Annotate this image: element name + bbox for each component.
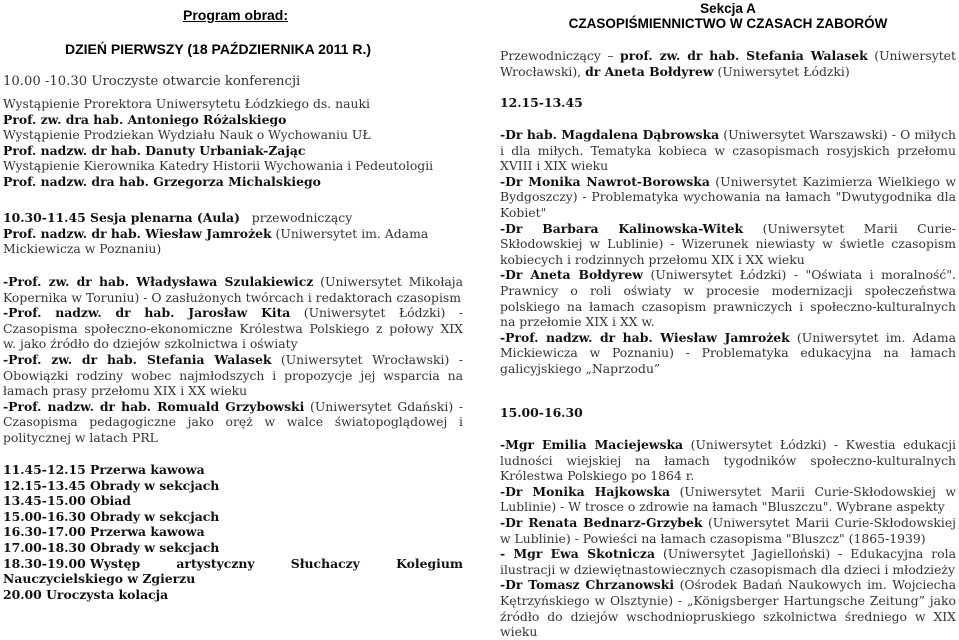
talk-item: -Prof. nadzw. dr hab. Wiesław Jamrożek (Uniwersytet im. Adama Mickiewicza w Poznaniu) - Problematyka edukacyjna na łamach galicyjskiego „Naprzodu” xyxy=(500,329,956,376)
speech2-name: Prof. nadzw. dr hab. Danuty Urbaniak-Zając xyxy=(3,142,306,158)
performance-line: 18.30-19.00 Występ artystyczny Słuchaczy Kolegium xyxy=(3,555,463,571)
talks-group-1 xyxy=(500,127,956,377)
right-column xyxy=(500,0,957,640)
plenary-talk-2: -Prof. nadzw. dr hab. Jarosław Kita (Uniwersytet Łódzki) - Czasopisma społeczno-ekonomiczne Królestwa Polskiego z połowy XIX w. jako źródło do dziejów szkolnictwa i oświaty xyxy=(3,305,463,352)
talk-item: -Dr Aneta Bołdyrew (Uniwersytet Łódzki) - "Oświata i moralność". Prawnicy o roli oświaty w procesie modernizacji społeczeństwa polskiego na łamach czasopism prawniczych i społeczno-kulturalnych na przełomie XIX i XX w. xyxy=(500,267,956,330)
program-title: Program obrad: xyxy=(183,7,289,23)
talks-group-2 xyxy=(500,437,956,640)
talk-item: -Dr Monika Nawrot-Borowska (Uniwersytet Kazimierza Wielkiego w Bydgoszczy) - Problematyka wychowania na łamach "Dwutygodnika dla Kobiet" xyxy=(500,173,956,220)
time-slot-1: 12.15-13.45 xyxy=(500,95,583,110)
chair-block xyxy=(500,48,956,79)
schedule-item: 13.45-15.00 Obiad xyxy=(3,493,131,509)
plenary-line: 10.30-11.45 Sesja plenarna (Aula) przewodniczący xyxy=(3,210,353,225)
performance-line-2: Nauczycielskiego w Zgierzu xyxy=(3,571,196,587)
talk-item: -Mgr Emilia Maciejewska (Uniwersytet Łódzki) - Kwestia edukacji ludności wiejskiej na łamach tygodników społeczno-kulturalnych Królestwa Polskiego po 1864 r. xyxy=(500,437,956,484)
plenary-block xyxy=(3,210,463,257)
schedule-block xyxy=(3,462,463,602)
dinner-item: 20.00 Uroczysta kolacja xyxy=(3,586,169,602)
talk-item: -Dr Renata Bednarz-Grzybek (Uniwersytet Marii Curie-Skłodowskiej w Lublinie) - Powieści na łamach czasopisma "Bluszcz" (1865-1939) xyxy=(500,514,957,546)
day-title: DZIEŃ PIERWSZY (18 PAŹDZIERNIKA 2011 R.) xyxy=(65,41,371,57)
speeches-block xyxy=(3,96,463,190)
talk-item: -Dr Barbara Kalinowska-Witek (Uniwersytet Marii Curie-Skłodowskiej w Lublinie) - Wizerunek niewiasty w świetle czasopism kobiecych i rodzinnych przełomu XIX i XX wieku xyxy=(500,220,956,267)
plenary-talks xyxy=(3,274,463,446)
talk-item: - Mgr Ewa Skotnicza (Uniwersytet Jagielloński) - Edukacyjna rola ilustracji w dziewiętnastowiecznych czasopismach dla dzieci i młodzieży xyxy=(500,546,956,577)
talk-item: -Dr Tomasz Chrzanowski (Ośrodek Badań Naukowych im. Wojciecha Kętrzyńskiego w Olsztynie) - „Königsberger Hartungsche Zeitung” jako źródło do dziejów wschodniopruskiego szkolnictwa średniego w XIX wieku xyxy=(500,577,956,640)
section-title: Sekcja A xyxy=(700,1,756,16)
speech3-text: Wystąpienie Kierownika Katedry Historii Wychowania i Pedeutologii xyxy=(3,158,434,174)
speech3-name: Prof. nadzw. dra hab. Grzegorza Michalskiego xyxy=(3,173,321,189)
time-slot-2: 15.00-16.30 xyxy=(500,405,583,420)
chair-line: Przewodniczący – prof. zw. dr hab. Stefania Walasek (Uniwersytet Wrocławski), dr Aneta Bołdyrew (Uniwersytet Łódzki) xyxy=(500,48,956,79)
schedule-item: 12.15-13.45 Obrady w sekcjach xyxy=(3,477,220,493)
opening-block xyxy=(3,74,463,90)
plenary-talk-1: -Prof. zw. dr hab. Władysława Szulakiewicz (Uniwersytet Mikołaja Kopernika w Toruniu) - O zasłużonych twórcach i redaktorach czasopism xyxy=(3,274,463,305)
talk-item: -Dr Monika Hajkowska (Uniwersytet Marii Curie-Skłodowskiej w Lublinie) - W trosce o zdrowie na łamach "Bluszczu". Wybrane aspekty xyxy=(500,483,956,515)
schedule-item: 11.45-12.15 Przerwa kawowa xyxy=(3,462,205,477)
speech1-text: Wystąpienie Prorektora Uniwersytetu Łódzkiego ds. nauki xyxy=(3,96,370,111)
schedule-item: 15.00-16.30 Obrady w sekcjach xyxy=(3,508,220,524)
speech1-name: Prof. zw. dra hab. Antoniego Różalskiego xyxy=(3,111,287,127)
opening-text: 10.00 -10.30 Uroczyste otwarcie konferencji xyxy=(3,74,301,89)
section-subtitle: CZASOPIŚMIENNICTWO W CZASACH ZABORÓW xyxy=(568,16,888,31)
plenary-talk-3: -Prof. zw. dr hab. Stefania Walasek (Uniwersytet Wrocławski) - Obowiązki rodziny wobec najmłodszych i propozycje jej wsparcia na łamach prasy przełomu XIX i XX wieku xyxy=(3,351,463,399)
plenary-talk-4: -Prof. nadzw. dr hab. Romuald Grzybowski (Uniwersytet Gdański) - Czasopisma pedagogiczne jako oręż w walce światopoglądowej i politycznej w latach PRL xyxy=(3,398,463,445)
talk-item: -Dr hab. Magdalena Dąbrowska (Uniwersytet Warszawski) - O miłych i dla miłych. Tematyka kobieca w czasopismach rosyjskich przełomu XVIII i XIX wieku xyxy=(500,127,957,174)
schedule-item: 17.00-18.30 Obrady w sekcjach xyxy=(3,539,220,555)
schedule-item: 16.30-17.00 Przerwa kawowa xyxy=(3,524,205,540)
speech2-text: Wystąpienie Prodziekan Wydziału Nauk o Wychowaniu UŁ xyxy=(3,127,371,143)
plenary-chair: Prof. nadzw. dr hab. Wiesław Jamrożek (Uniwersytet im. Adama Mickiewicza w Poznaniu) xyxy=(3,225,429,257)
